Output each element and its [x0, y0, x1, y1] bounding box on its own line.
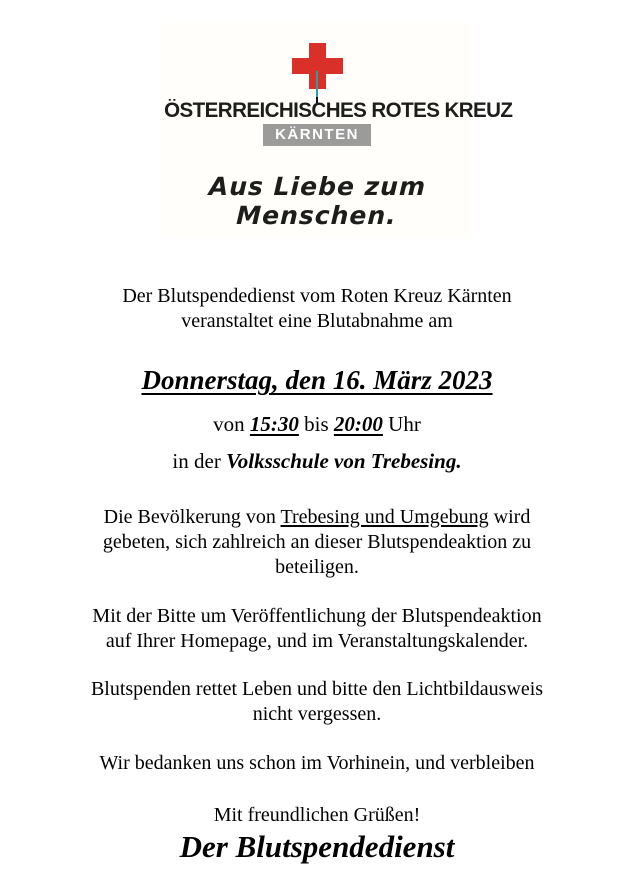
time-prefix: von: [213, 412, 245, 436]
appeal-line-1: [0, 505, 634, 530]
document-body: [0, 284, 634, 865]
publish-line-2: auf Ihrer Homepage, und im Veranstaltungskalender.: [105, 630, 529, 652]
intro-line-1: Der Blutspendedienst vom Roten Kreuz Kärnten: [122, 285, 512, 307]
location-prefix: in der: [172, 449, 221, 473]
red-cross-icon: [292, 43, 343, 89]
appeal-pre: Die Bevölkerung von: [103, 506, 276, 528]
event-date-heading: Donnerstag, den 16. März 2023: [141, 365, 493, 395]
organization-name: ÖSTERREICHISCHES ROTES KREUZ: [164, 99, 513, 122]
event-time-line: [0, 412, 634, 437]
appeal-line-2: gebeten, sich zahlreich an dieser Blutspendeaktion zu: [102, 531, 532, 553]
signature-line: Der Blutspendedienst: [179, 829, 455, 864]
intro-line-2: veranstaltet eine Blutabnahme am: [181, 310, 453, 332]
intro-paragraph: [0, 284, 634, 334]
reminder-paragraph: [0, 677, 634, 727]
event-location-line: [0, 449, 634, 474]
reminder-line-1: Blutspenden rettet Leben und bitte den Lichtbildausweis: [90, 678, 544, 700]
region-badge-row: [161, 122, 473, 146]
appeal-line-3: beteiligen.: [275, 556, 359, 578]
venue-name: Volksschule von Trebesing.: [226, 449, 462, 473]
time-suffix: Uhr: [388, 412, 421, 436]
closing-line: Mit freundlichen Grüßen!: [213, 804, 421, 826]
appeal-post: wird: [493, 506, 531, 528]
red-cross-logo: [161, 22, 513, 238]
end-time: 20:00: [333, 412, 383, 436]
publish-request-paragraph: [0, 604, 634, 654]
time-middle: bis: [304, 412, 329, 436]
slogan-text: Aus Liebe zum Menschen.: [208, 172, 427, 230]
caret-artifact-teal: [316, 71, 318, 97]
thanks-line: Wir bedanken uns schon im Vorhinein, und verbleiben: [99, 752, 535, 774]
appeal-area-underlined: Trebesing und Umgebung: [280, 506, 489, 528]
region-badge: KÄRNTEN: [263, 124, 371, 146]
start-time: 15:30: [249, 412, 299, 436]
reminder-line-2: nicht vergessen.: [252, 703, 382, 725]
appeal-paragraph: [0, 505, 634, 580]
publish-line-1: Mit der Bitte um Veröffentlichung der Blutspendeaktion: [92, 605, 542, 627]
